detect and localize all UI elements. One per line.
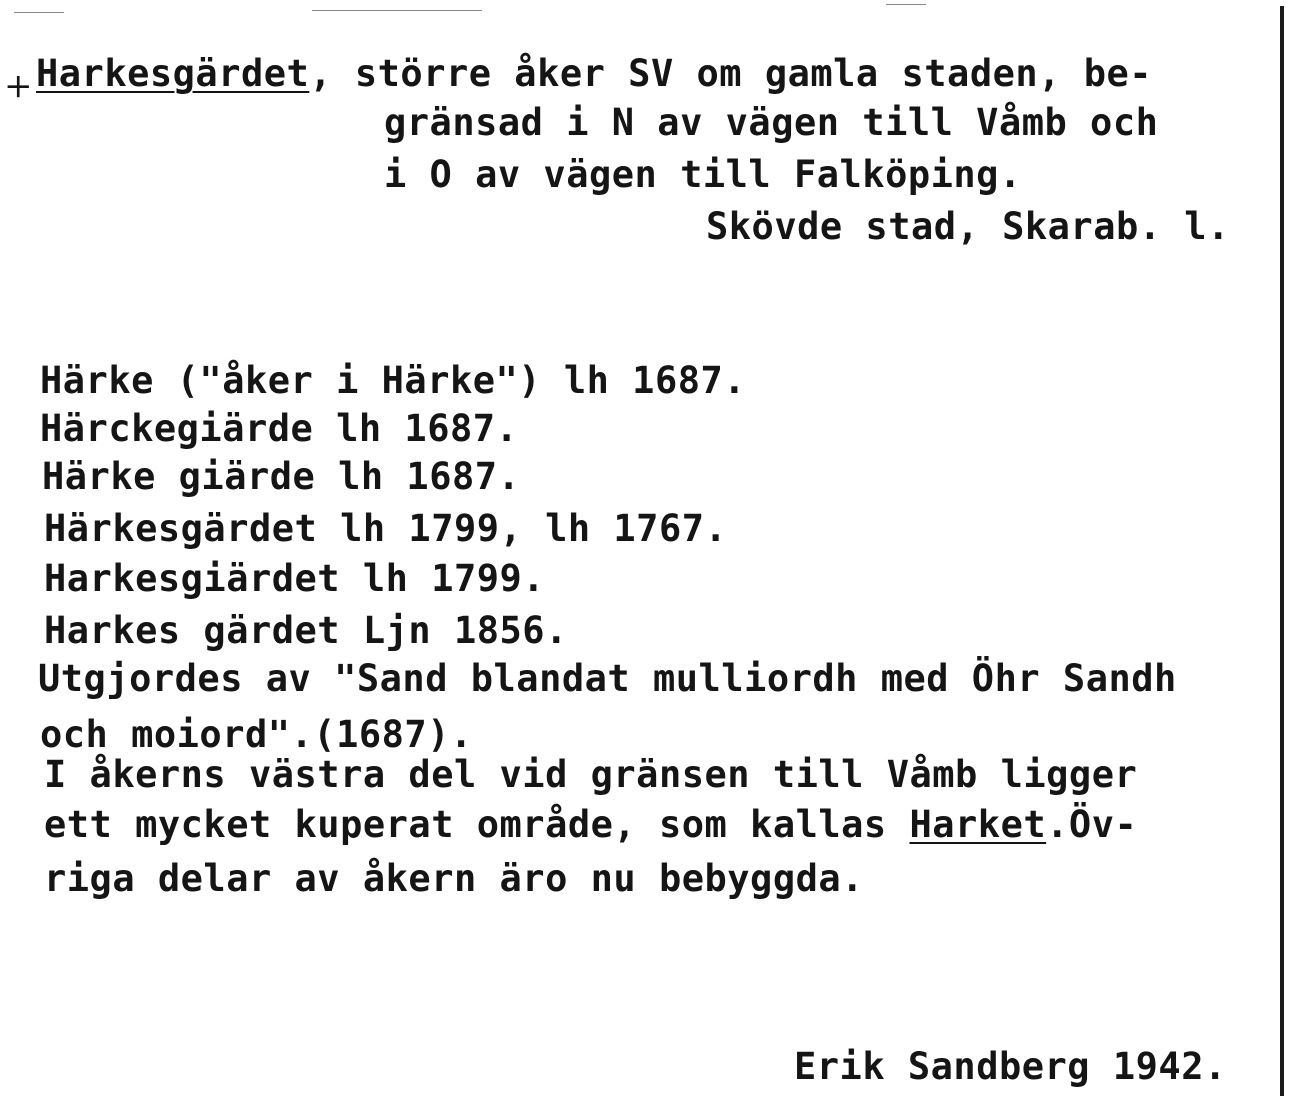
- attestation-4: Härkesgärdet lh 1799, lh 1767.: [44, 507, 728, 550]
- note-line-5: riga delar av åkern äro nu bebyggda.: [44, 857, 864, 900]
- header-text-1: , större åker SV om gamla staden, be-: [309, 52, 1153, 95]
- scan-speck: [14, 12, 64, 13]
- attestation-3: Härke giärde lh 1687.: [42, 455, 521, 498]
- note-line-4-end: .Öv-: [1046, 803, 1138, 846]
- note-line-3: I åkerns västra del vid gränsen till Våmb ligger: [44, 753, 1138, 796]
- attestation-5: Harkesgiärdet lh 1799.: [44, 557, 546, 600]
- card-right-edge: [1280, 6, 1284, 1096]
- attestation-2: Härckegiärde lh 1687.: [40, 407, 519, 450]
- dagger-mark: +: [4, 66, 33, 106]
- attestation-1: Härke ("åker i Härke") lh 1687.: [40, 359, 747, 402]
- signature: Erik Sandberg 1942.: [794, 1045, 1227, 1088]
- header-line-1: [36, 52, 1153, 95]
- attestation-6: Harkes gärdet Ljn 1856.: [44, 609, 568, 652]
- header-line-3: i O av vägen till Falköping.: [384, 153, 1022, 196]
- note-line-4-text: ett mycket kuperat område, som kallas: [44, 803, 910, 846]
- place-name-harket: Harket: [909, 803, 1047, 846]
- scan-speck: [312, 10, 482, 11]
- note-line-1: Utgjordes av "Sand blandat mulliordh med Öhr Sandh: [38, 657, 1177, 700]
- note-line-2: och moiord".(1687).: [40, 713, 473, 756]
- header-line-2: gränsad i N av vägen till Våmb och: [384, 101, 1159, 144]
- headword: Harkesgärdet: [36, 52, 310, 95]
- scan-speck: [886, 4, 926, 5]
- note-line-4: [44, 803, 1138, 846]
- location-line: Skövde stad, Skarab. l.: [706, 205, 1230, 248]
